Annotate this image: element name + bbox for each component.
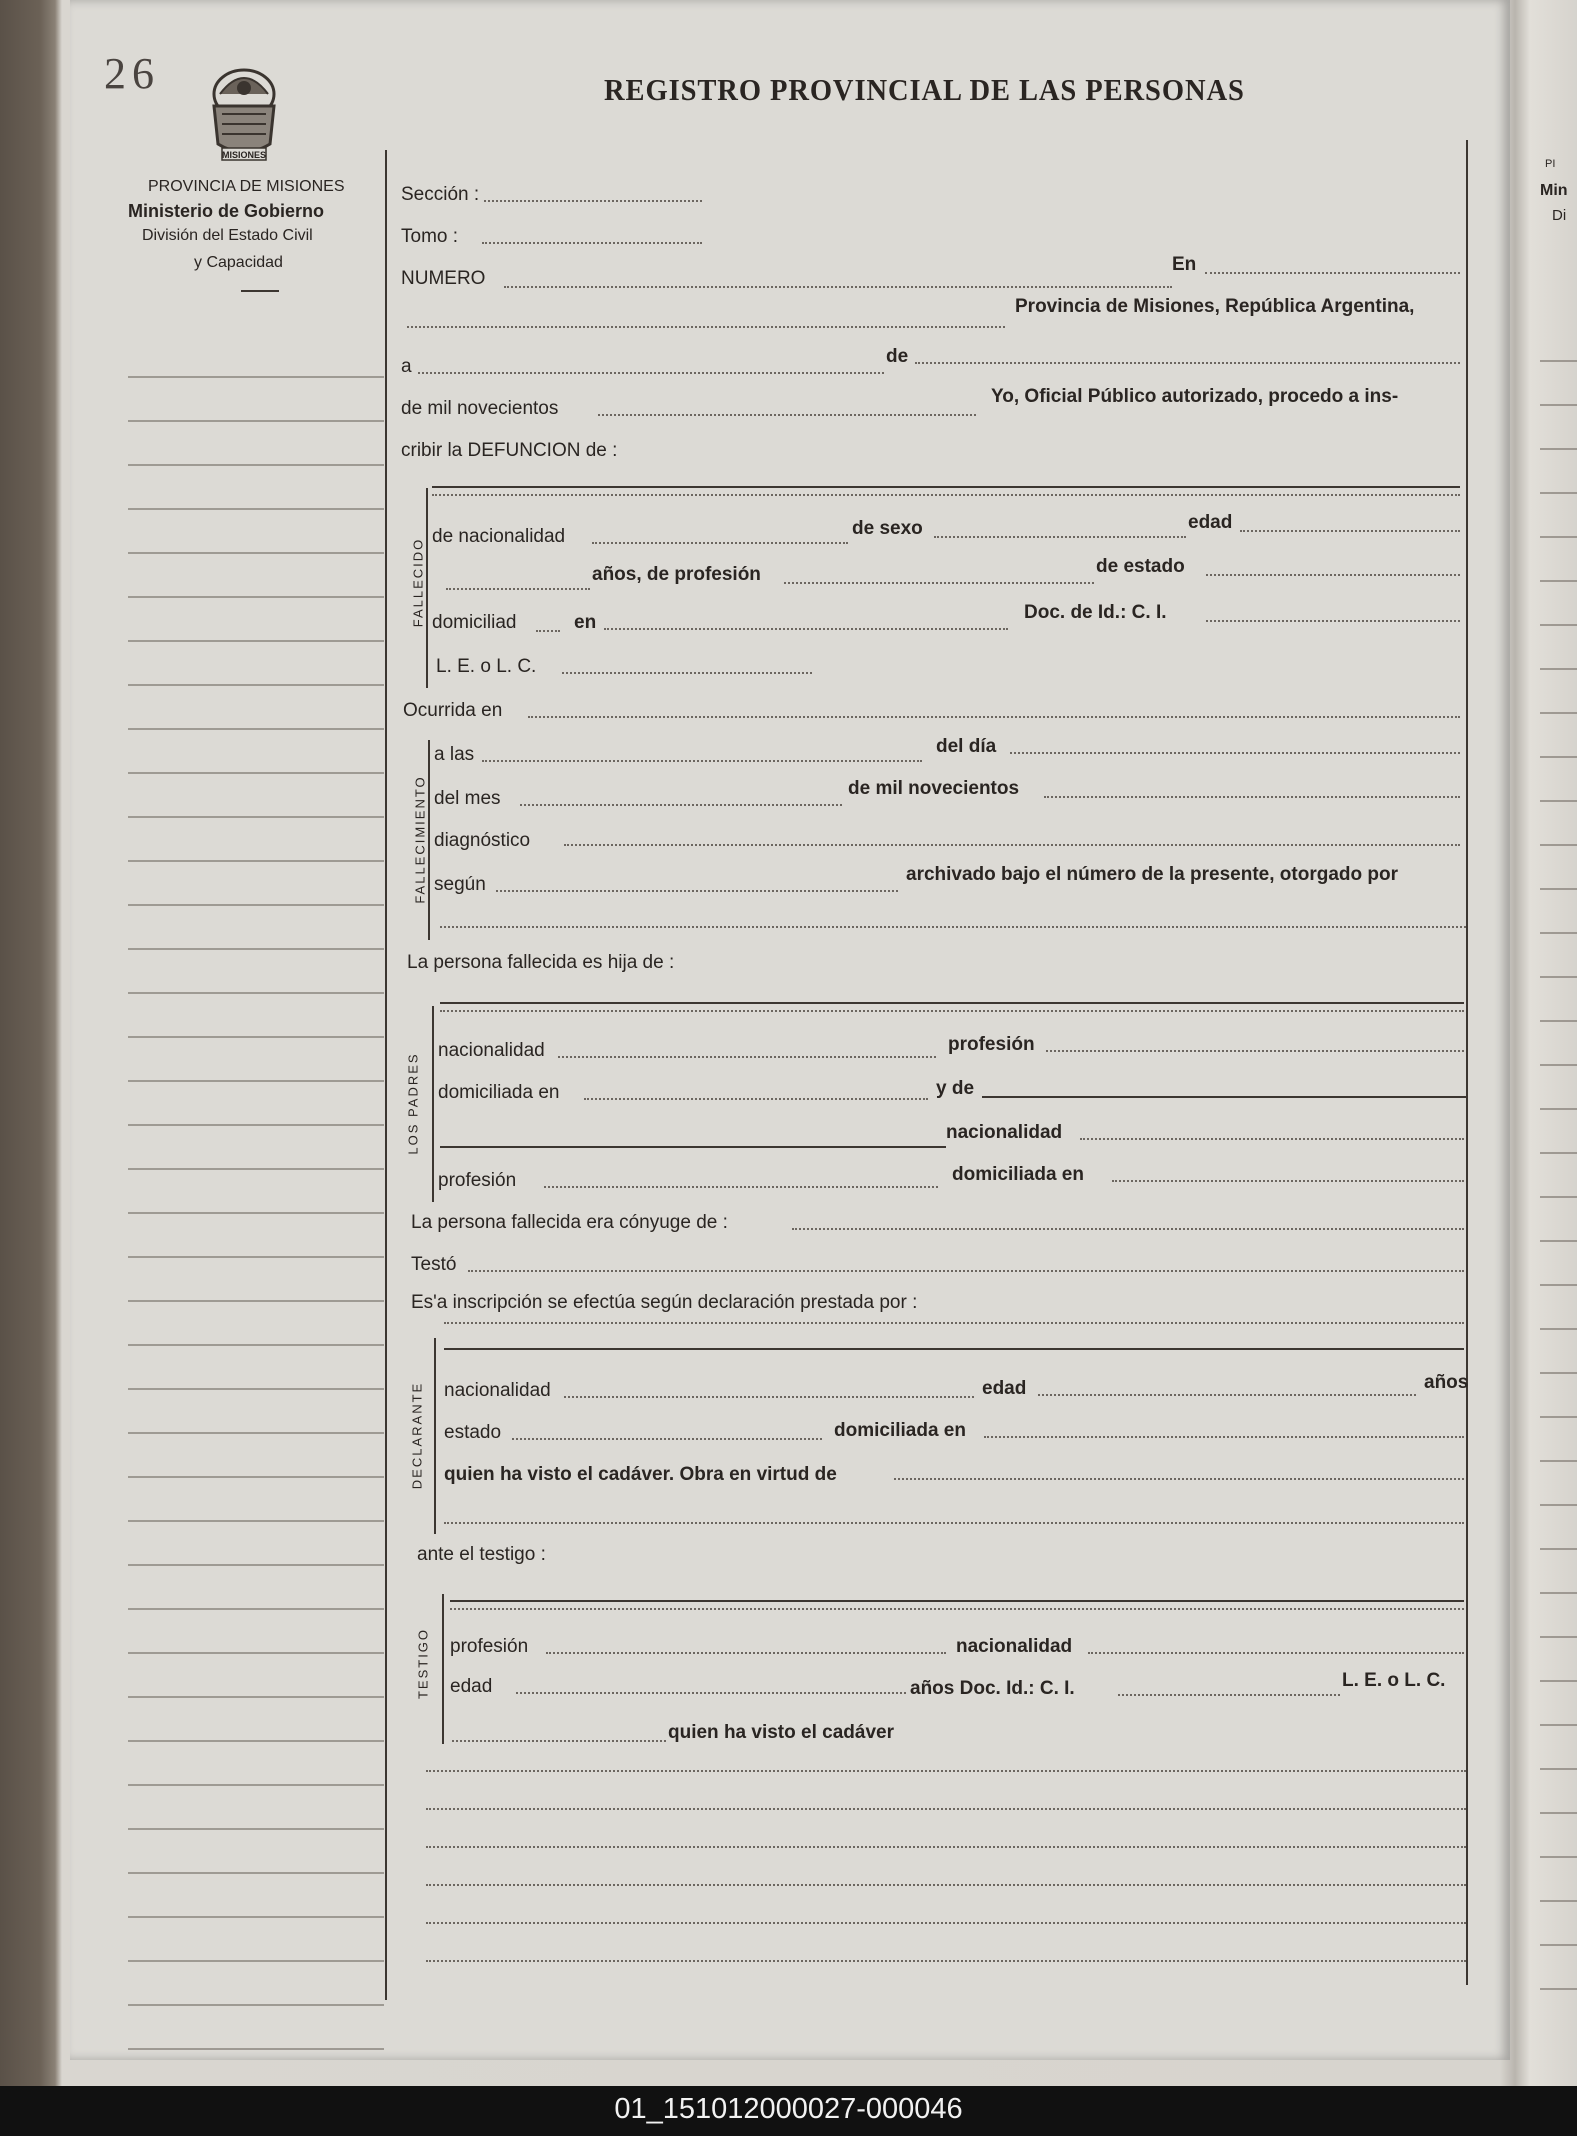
- nacionalidad-label: de nacionalidad: [432, 526, 566, 547]
- dia-field[interactable]: [1010, 752, 1460, 754]
- segun-field[interactable]: [496, 890, 898, 892]
- test-le-lc-label: L. E. o L. C.: [1342, 1670, 1446, 1691]
- edad-label: edad: [1188, 512, 1233, 533]
- declarante-name-field[interactable]: [444, 1322, 1464, 1324]
- form-right-rule: [1466, 140, 1468, 1985]
- en-field[interactable]: [1205, 272, 1460, 274]
- page-title: REGISTRO PROVINCIAL DE LAS PERSONAS: [604, 72, 1245, 107]
- diagnostico-label: diagnóstico: [434, 830, 531, 851]
- mother-name-field[interactable]: [982, 1096, 1466, 1098]
- test-quien-field[interactable]: [452, 1740, 666, 1742]
- test-edad-field[interactable]: [516, 1692, 906, 1694]
- padres-bracket: [432, 1006, 434, 1202]
- madre-profesion-field[interactable]: [544, 1186, 938, 1188]
- test-profesion-field[interactable]: [546, 1652, 946, 1654]
- margin-lines: [128, 334, 384, 2064]
- test-doc-field[interactable]: [1118, 1694, 1340, 1696]
- del-dia-label: del día: [936, 736, 997, 757]
- hija-de-label: La persona fallecida es hija de :: [407, 952, 675, 973]
- testo-label: Testó: [411, 1254, 457, 1275]
- y-de-label: y de: [936, 1078, 975, 1099]
- mes-field[interactable]: [520, 804, 842, 806]
- padre-nacionalidad-label: nacionalidad: [438, 1040, 545, 1061]
- decl-nacionalidad-label: nacionalidad: [444, 1380, 551, 1401]
- declarante-bracket: [434, 1338, 436, 1534]
- de-mil-label: de mil novecientos: [401, 398, 559, 419]
- testigo-name-field[interactable]: [450, 1600, 1464, 1602]
- le-lc-field[interactable]: [562, 672, 812, 674]
- padre-nacionalidad-field[interactable]: [558, 1056, 936, 1058]
- image-identifier: 01_151012000027-000046: [614, 2093, 963, 2125]
- doc-id-field[interactable]: [1206, 620, 1460, 622]
- father-name-field[interactable]: [440, 1002, 1464, 1004]
- ministry-line: Ministerio de Gobierno: [128, 201, 325, 221]
- segun-label: según: [434, 874, 486, 895]
- division-line: División del Estado Civil: [142, 227, 313, 244]
- tomo-label: Tomo :: [401, 226, 459, 247]
- estado-label: de estado: [1096, 556, 1185, 577]
- en-label: En: [1172, 254, 1197, 275]
- sexo-label: de sexo: [852, 518, 923, 539]
- testigo-name-field[interactable]: [450, 1608, 1464, 1610]
- decl-nacionalidad-field[interactable]: [564, 1396, 974, 1398]
- conyuge-field[interactable]: [792, 1228, 1464, 1230]
- sexo-field[interactable]: [934, 536, 1186, 538]
- month-field[interactable]: [915, 362, 1460, 364]
- madre-domiciliada-label: domiciliada en: [952, 1164, 1084, 1185]
- test-quien-text: quien ha visto el cadáver: [668, 1722, 894, 1743]
- fallecimiento-side-label: FALLECIMIENTO: [412, 775, 428, 904]
- padres-side-label: LOS PADRES: [405, 1052, 421, 1155]
- test-anos-doc-label: años Doc. Id.: C. I.: [910, 1678, 1075, 1699]
- testo-field[interactable]: [468, 1270, 1464, 1272]
- notes-line[interactable]: [426, 1846, 1466, 1848]
- notes-line[interactable]: [426, 1808, 1466, 1810]
- decl-anos-label: años: [1424, 1372, 1469, 1393]
- archivado-text: archivado bajo el número de la presente, otorgado por: [906, 864, 1398, 885]
- notes-line[interactable]: [426, 1960, 1466, 1962]
- le-lc-label: L. E. o L. C.: [436, 656, 537, 677]
- seccion-label: Sección :: [401, 184, 480, 205]
- madre-profesion-label: profesión: [438, 1170, 517, 1191]
- fallecido-bracket: [426, 488, 428, 688]
- test-nacionalidad-field[interactable]: [1088, 1652, 1464, 1654]
- decl-estado-label: estado: [444, 1422, 502, 1443]
- age-field[interactable]: [446, 588, 590, 590]
- place-field[interactable]: [407, 326, 1005, 328]
- test-profesion-label: profesión: [450, 1636, 529, 1657]
- decl-domicilio-field[interactable]: [984, 1436, 1464, 1438]
- del-mes-label: del mes: [434, 788, 501, 809]
- fallecimiento-bracket: [428, 740, 430, 940]
- authority-underline: [241, 290, 279, 292]
- mother-name-cont-field[interactable]: [440, 1146, 946, 1148]
- misiones-coat-of-arms: [200, 64, 288, 164]
- de-mil2-label: de mil novecientos: [848, 778, 1020, 799]
- domiciliad-label: domiciliad: [432, 612, 517, 633]
- obra-virtud-cont-field[interactable]: [444, 1522, 1464, 1524]
- nacionalidad-field[interactable]: [592, 542, 848, 544]
- provincia-text: Provincia de Misiones, República Argentina,: [1015, 296, 1415, 317]
- domicilio-field[interactable]: [604, 628, 1008, 630]
- test-nacionalidad-label: nacionalidad: [956, 1636, 1073, 1657]
- a-las-label: a las: [434, 744, 475, 765]
- father-name-field[interactable]: [440, 1010, 1464, 1012]
- decl-edad-label: edad: [982, 1378, 1027, 1399]
- capacidad-line: y Capacidad: [194, 254, 283, 271]
- ante-testigo-label: ante el testigo :: [417, 1544, 546, 1565]
- edad-field[interactable]: [1240, 530, 1460, 532]
- padre-domiciliada-label: domiciliada en: [438, 1082, 560, 1103]
- otorgado-field[interactable]: [440, 926, 1466, 928]
- padre-profesion-field[interactable]: [1046, 1050, 1464, 1052]
- fallecido-side-label: FALLECIDO: [410, 537, 426, 628]
- obra-virtud-field[interactable]: [894, 1478, 1464, 1480]
- a-label: a: [401, 356, 412, 377]
- page-number: 26: [104, 49, 160, 98]
- testigo-bracket: [442, 1594, 444, 1744]
- deceased-name-field[interactable]: [432, 494, 1460, 496]
- next-page-fragment: Min: [1540, 182, 1568, 199]
- test-edad-label: edad: [450, 1676, 493, 1697]
- ocurrida-field[interactable]: [528, 716, 1460, 718]
- estado-field[interactable]: [1206, 574, 1460, 576]
- madre-nacionalidad-label: nacionalidad: [946, 1122, 1063, 1143]
- notes-line[interactable]: [426, 1884, 1466, 1886]
- domiciliad-suffix-field[interactable]: [536, 630, 560, 632]
- diagnostico-field[interactable]: [564, 844, 1460, 846]
- province-line: PROVINCIA DE MISIONES: [148, 178, 345, 195]
- yo-oficial-text: Yo, Oficial Público autorizado, procedo a ins-: [991, 386, 1399, 407]
- numero-label: NUMERO: [401, 268, 486, 289]
- seccion-field[interactable]: [484, 200, 702, 202]
- decl-estado-field[interactable]: [512, 1438, 822, 1440]
- deceased-name-field[interactable]: [432, 486, 1460, 488]
- declarante-side-label: DECLARANTE: [409, 1381, 425, 1490]
- anio-field[interactable]: [1044, 796, 1460, 798]
- padre-domicilio-field[interactable]: [584, 1098, 928, 1100]
- crest-label: MISIONES: [221, 150, 267, 160]
- decl-domiciliada-label: domiciliada en: [834, 1420, 966, 1441]
- doc-id-label: Doc. de Id.: C. I.: [1024, 602, 1167, 623]
- ocurrida-label: Ocurrida en: [403, 700, 503, 721]
- de-label: de: [886, 346, 909, 367]
- tomo-field[interactable]: [482, 242, 702, 244]
- anos-profesion-label: años, de profesión: [592, 564, 761, 585]
- padre-profesion-label: profesión: [948, 1034, 1035, 1055]
- next-page-lines: [1540, 318, 1577, 2018]
- conyuge-label: La persona fallecida era cónyuge de :: [411, 1212, 728, 1233]
- quien-visto-text: quien ha visto el cadáver. Obra en virtud de: [444, 1464, 837, 1485]
- decl-edad-field[interactable]: [1038, 1394, 1416, 1396]
- notes-line[interactable]: [426, 1922, 1466, 1924]
- inscripcion-text: Es'a inscripción se efectúa según declaración prestada por :: [411, 1292, 918, 1313]
- declarante-name-field[interactable]: [444, 1348, 1464, 1350]
- inscribir-text: cribir la DEFUNCION de :: [401, 440, 618, 461]
- notes-line[interactable]: [426, 1770, 1466, 1772]
- madre-domicilio-field[interactable]: [1112, 1180, 1464, 1182]
- day-field[interactable]: [418, 372, 884, 374]
- year-field[interactable]: [598, 414, 976, 416]
- profesion-field[interactable]: [784, 582, 1094, 584]
- hora-field[interactable]: [482, 760, 922, 762]
- next-page-fragment: Di: [1552, 207, 1567, 224]
- en2-label: en: [574, 612, 597, 633]
- testigo-side-label: TESTIGO: [415, 1627, 431, 1700]
- madre-nacionalidad-field[interactable]: [1080, 1138, 1464, 1140]
- form-left-rule: [385, 150, 387, 2000]
- numero-field[interactable]: [504, 286, 1172, 288]
- next-page-fragment: PI: [1545, 158, 1556, 170]
